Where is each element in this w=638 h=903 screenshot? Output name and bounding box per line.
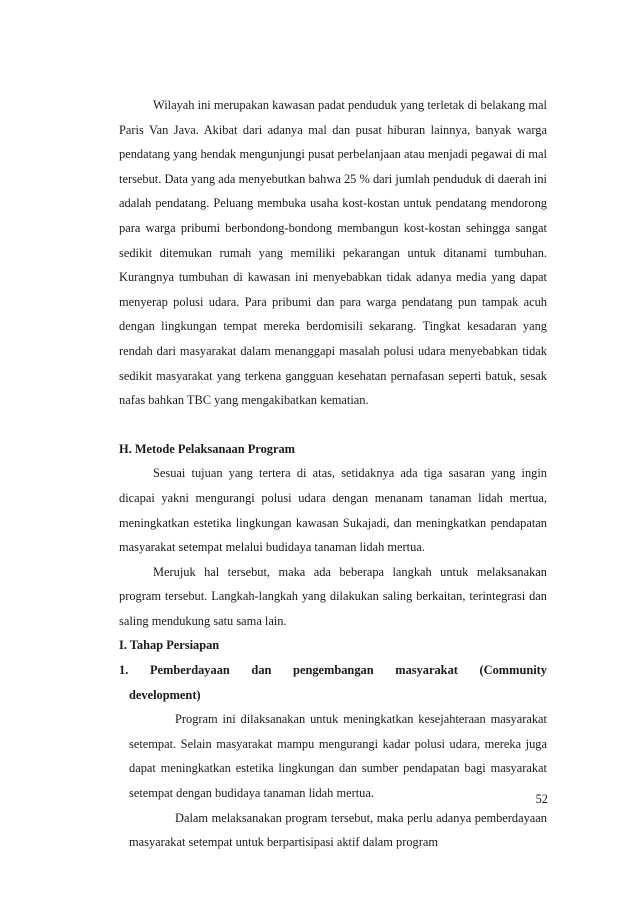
paragraph-empowerment: Dalam melaksanakan program tersebut, maka perlu adanya pemberdayaan masyarakat setempat untuk berpartisipasi aktif dalam program <box>129 810 547 850</box>
paragraph-objectives: Sesuai tujuan yang tertera di atas, setidaknya ada tiga sasaran yang ingin dicapai yakni mengurangi polusi udara dengan menanam tanaman lidah mertua, meningkatkan estetika lingkungan kawasan Sukajadi, dan meningkatkan pendapatan masyarakat setempat melalui budidaya tanaman lidah mertua. <box>119 466 547 555</box>
section-heading-i: I. Tahap Persiapan <box>119 638 220 653</box>
list-item-1-title: 1. Pemberdayaan dan pengembangan masyarakat (Community <box>119 663 547 678</box>
section-heading-h: H. Metode Pelaksanaan Program <box>119 441 295 456</box>
spacer <box>119 413 547 437</box>
page-number: 52 <box>535 792 548 806</box>
paragraph-program: Program ini dilaksanakan untuk meningkatkan kesejahteraan masyarakat setempat. Selain masyarakat mampu mengurangi kadar polusi udara, mereka juga dapat meningkatkan estetika lingkungan dan sumber pendapatan bagi masyarakat setempat dengan budidaya tanaman lidah mertua. <box>129 712 547 801</box>
document-page <box>119 93 547 855</box>
paragraph-steps: Merujuk hal tersebut, maka ada beberapa langkah untuk melaksanakan program tersebut. Langkah-langkah yang dilakukan saling berkaitan, terintegrasi dan saling mendukung satu sama lain. <box>119 564 547 628</box>
paragraph-background: Wilayah ini merupakan kawasan padat penduduk yang terletak di belakang mal Paris Van Java. Akibat dari adanya mal dan pusat hiburan lainnya, banyak warga pendatang yang hendak mengunjungi pusat perbelanjaan atau menjadi pegawai di mal tersebut. Data yang ada menyebutkan bahwa 25 % dari jumlah penduduk di daerah ini adalah pendatang. Peluang membuka usaha kost-kostan untuk pendatang mendorong para warga pribumi berbondong-bondong membangun kost-kostan sehingga sangat sedikit ditemukan rumah yang memiliki pekarangan untuk ditanami tumbuhan. Kurangnya tumbuhan di kawasan ini menyebabkan tidak adanya media yang dapat menyerap polusi udara. Para pribumi dan para warga pendatang pun tampak acuh dengan lingkungan tempat mereka berdomisili sekarang. Tingkat kesadaran yang rendah dari masyarakat dalam menanggapi masalah polusi udara menyebabkan tidak sedikit masyarakat yang terkena gangguan kesehatan pernafasan seperti batuk, sesak nafas bahkan TBC yang mengakibatkan kematian. <box>119 98 547 408</box>
list-item-1-title-cont: development) <box>129 687 201 702</box>
